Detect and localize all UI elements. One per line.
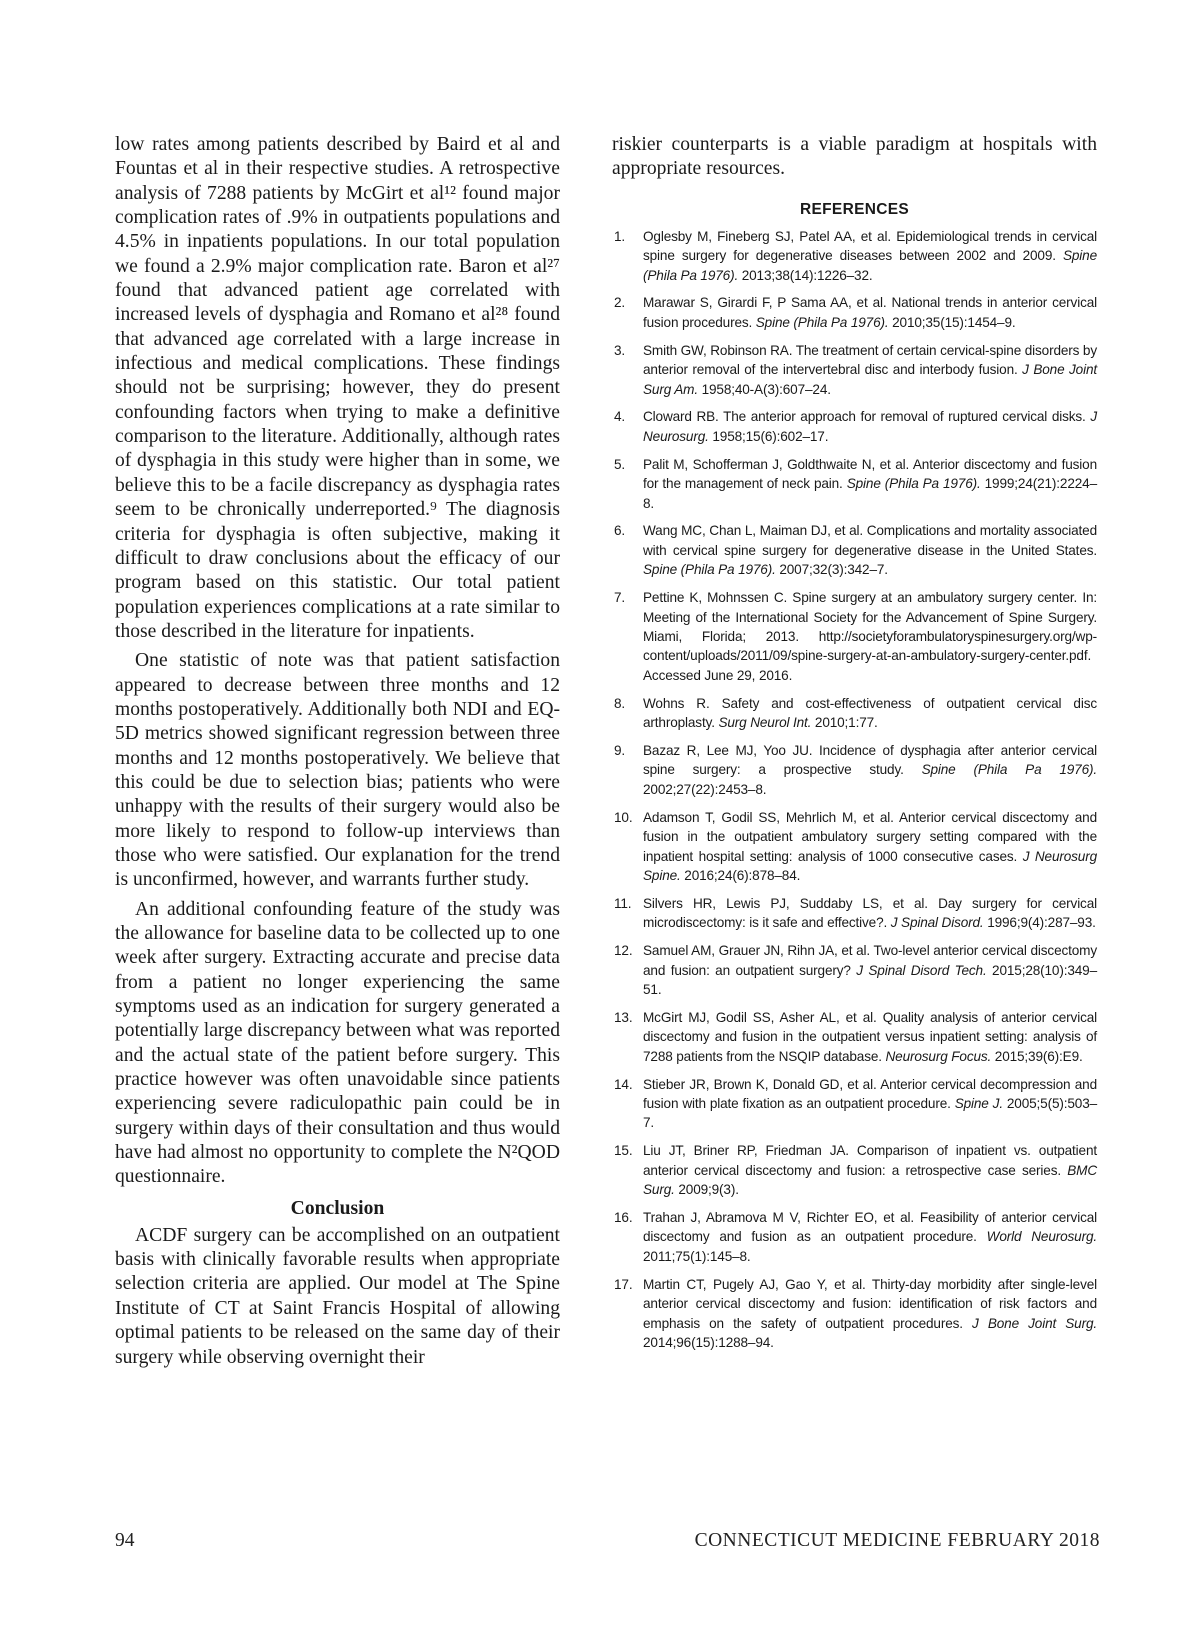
reference-citation: 2002;27(22):2453–8. [643, 781, 767, 797]
reference-journal: J Bone Joint Surg Am. [643, 362, 1097, 397]
reference-number: 1. [614, 228, 626, 244]
reference-item [612, 694, 1097, 733]
reference-item [612, 741, 1097, 799]
reference-number: 5. [614, 456, 626, 472]
reference-citation: 1958;15(6):602–17. [708, 428, 829, 444]
reference-item [612, 894, 1097, 933]
reference-text: Liu JT, Briner RP, Friedman JA. Comparison of inpatient vs. outpatient anterior cervical discectomy and fusion: a retrospective case series. [643, 1143, 1097, 1178]
reference-citation: 2010;1:77. [811, 715, 878, 731]
reference-number: 7. [614, 590, 626, 606]
reference-text: Silvers HR, Lewis PJ, Suddaby LS, et al. Day surgery for cervical microdiscectomy: is it safe and effective?. [643, 895, 1097, 931]
reference-journal: J Bone Joint Surg. [972, 1315, 1097, 1331]
reference-number: 15. [614, 1143, 633, 1159]
reference-journal: Spine J. [954, 1096, 1003, 1112]
reference-text: Oglesby M, Fineberg SJ, Patel AA, et al. Epidemiological trends in cervical spine surgery for degenerative diseases between 2002 and 2009. [643, 228, 1097, 264]
reference-text: Wohns R. Safety and cost-effectiveness of outpatient cervical disc arthroplasty. [643, 695, 1097, 731]
reference-text: Stieber JR, Brown K, Donald GD, et al. Anterior cervical decompression and fusion with plate fixation as an outpatient procedure. [643, 1076, 1097, 1112]
reference-number: 11. [614, 895, 632, 911]
reference-text: Smith GW, Robinson RA. The treatment of certain cervical-spine disorders by anterior removal of the intervertebral disc and interbody fusion. [643, 342, 1097, 378]
references-heading: REFERENCES [800, 200, 909, 218]
reference-number: 17. [614, 1276, 633, 1292]
reference-item [612, 1208, 1097, 1266]
reference-number: 9. [614, 743, 626, 759]
conclusion-paragraph: ACDF surgery can be accomplished on an outpatient basis with clinically favorable results when appropriate selection criteria are applied. Our model at The Spine Institute of CT at Saint Francis Hospital of allowing optimal patients to be released on the same day of their surgery while observing overnight their [115, 1224, 560, 1368]
reference-citation: 2013;38(14):1226–32. [738, 267, 873, 283]
reference-journal: Spine (Phila Pa 1976). [921, 762, 1097, 778]
page-number: 94 [115, 1530, 135, 1551]
reference-citation: 1999;24(21):2224–8. [643, 476, 1097, 511]
reference-text: Martin CT, Pugely AJ, Gao Y, et al. Thirty-day morbidity after single-level anterior cervical discectomy and fusion: identification of risk factors and emphasis on the safety of outpatient procedures. [643, 1276, 1097, 1331]
reference-item [612, 1008, 1097, 1066]
reference-text: McGirt MJ, Godil SS, Asher AL, et al. Quality analysis of anterior cervical discectomy and fusion in the outpatient versus inpatient setting: analysis of 7288 patients from the NSQIP database. [643, 1009, 1097, 1064]
reference-journal: Spine (Phila Pa 1976). [643, 562, 776, 578]
body-paragraph-2: One statistic of note was that patient satisfaction appeared to decrease between three months and 12 months postoperatively. Additionally both NDI and EQ-5D metrics showed significant regression between three months and 12 months postoperatively. We believe that this could be due to selection bias; patients who were unhappy with the results of their surgery would also be more likely to respond to follow-up interviews than those who were satisfied. Our explanation for the trend is unconfirmed, however, and warrants further study. [115, 650, 560, 891]
reference-citation: 2014;96(15):1288–94. [643, 1335, 774, 1350]
body-paragraph-3: An additional confounding feature of the study was the allowance for baseline data to be collected up to one week after surgery. Extracting accurate and precise data from a patient no longer experiencing the same symptoms used as an indication for surgery generated a potentially large discrepancy between what was reported and the actual state of the patient before surgery. This practice however was often unavoidable since patients experiencing severe radiculopathic pain could be in surgery within days of their consultation and thus would have had almost no opportunity to complete the N²QOD questionnaire. [115, 898, 560, 1188]
reference-number: 10. [614, 809, 633, 825]
reference-citation: 2015;28(10):349–51. [643, 962, 1097, 997]
conclusion-heading: Conclusion [290, 1197, 385, 1219]
reference-number: 8. [614, 695, 626, 711]
reference-item [612, 808, 1097, 886]
reference-number: 12. [614, 943, 633, 959]
reference-text: Cloward RB. The anterior approach for removal of ruptured cervical disks. [643, 409, 1091, 425]
reference-item [612, 1141, 1097, 1199]
reference-text: Bazaz R, Lee MJ, Yoo JU. Incidence of dysphagia after anterior cervical spine surgery: a prospective study. [643, 743, 1097, 778]
reference-item [612, 521, 1097, 579]
reference-journal: J Spinal Disord. [890, 915, 984, 931]
reference-item [612, 341, 1097, 399]
reference-number: 4. [614, 409, 626, 425]
reference-citation: 2009;9(3). [674, 1182, 739, 1198]
reference-citation: 2011;75(1):145–8. [643, 1248, 751, 1264]
reference-item [612, 407, 1097, 446]
reference-journal: J Spinal Disord Tech. [856, 962, 987, 978]
reference-item [612, 227, 1097, 285]
reference-number: 14. [614, 1076, 633, 1092]
reference-citation: 1996;9(4):287–93. [983, 915, 1096, 931]
reference-text: Trahan J, Abramova M V, Richter EO, et al. Feasibility of anterior cervical discectomy and fusion as an outpatient procedure. [643, 1210, 1097, 1245]
reference-citation: 1958;40-A(3):607–24. [697, 381, 831, 397]
reference-text: Samuel AM, Grauer JN, Rihn JA, et al. Two-level anterior cervical discectomy and fusion: an outpatient surgery? [643, 943, 1097, 978]
reference-journal: J Neurosurg. [643, 409, 1097, 444]
reference-citation: 2016;24(6):878–84. [680, 867, 801, 883]
reference-journal: Spine (Phila Pa 1976). [755, 314, 889, 330]
body-paragraph-1: low rates among patients described by Baird et al and Fountas et al in their respective studies. A retrospective analysis of 7288 patients by McGirt et al¹² found major complication rates of .9% in outpatients populations and 4.5% in inpatients populations. In our total population we found a 2.9% major complication rate. Baron et al²⁷ found that advanced patient age correlated with increased levels of dysphagia and Romano et al²⁸ found that advanced age correlated with a large increase in infectious and medical complications. These findings should not be surprising; however, they do present confounding factors when trying to make a definitive comparison to the literature. Additionally, although rates of dysphagia in this study were higher than in some, we believe this to be a facile discrepancy as dysphagia rates seem to be chronically underreported.⁹ The diagnosis criteria for dysphagia is often subjective, making it difficult to draw conclusions about the efficacy of our program based on this statistic. Our total patient population experiences complications at a rate similar to those described in the literature for inpatients. [115, 134, 560, 642]
reference-journal: Spine (Phila Pa 1976). [846, 476, 981, 492]
reference-number: 16. [614, 1210, 633, 1226]
continuation-paragraph: riskier counterparts is a viable paradigm at hospitals with appropriate resources. [612, 134, 1097, 180]
reference-citation: 2015;39(6):E9. [991, 1048, 1083, 1064]
reference-number: 13. [614, 1009, 633, 1025]
reference-text: Marawar S, Girardi F, P Sama AA, et al. National trends in anterior cervical fusion procedures. [643, 295, 1097, 330]
reference-journal: World Neurosurg. [986, 1229, 1098, 1245]
reference-item [612, 455, 1097, 513]
references-list [612, 227, 1097, 1353]
reference-item [612, 588, 1097, 685]
reference-item [612, 941, 1097, 999]
reference-item [612, 1275, 1097, 1353]
reference-item [612, 293, 1097, 332]
reference-number: 3. [614, 342, 626, 358]
reference-text: Wang MC, Chan L, Maiman DJ, et al. Complications and mortality associated with cervical spine surgery for degenerative disease in the United States. [643, 523, 1097, 558]
reference-item [612, 1075, 1097, 1133]
reference-text: Pettine K, Mohnssen C. Spine surgery at an ambulatory surgery center. In: Meeting of the International Society for the Advancement of Spine Surgery. Miami, Florida; 2013. http://societyforambulatoryspinesurgery.org/wp-content/uploads/2011/09/spine-surgery-at-an-ambulatory-surgery-center.pdf. Accessed June 29, 2016. [643, 590, 1097, 683]
reference-number: 6. [614, 523, 626, 539]
reference-citation: 2010;35(15):1454–9. [888, 314, 1016, 330]
reference-text: Palit M, Schofferman J, Goldthwaite N, et al. Anterior discectomy and fusion for the management of neck pain. [643, 456, 1097, 492]
reference-citation: 2005;5(5):503–7. [643, 1096, 1098, 1131]
left-column [115, 133, 560, 1370]
journal-footer: CONNECTICUT MEDICINE FEBRUARY 2018 [694, 1530, 1100, 1551]
reference-journal: BMC Surg. [643, 1162, 1097, 1198]
reference-journal: Surg Neurol Int. [718, 715, 812, 731]
reference-journal: Neurosurg Focus. [885, 1048, 992, 1064]
reference-citation: 2007;32(3):342–7. [775, 562, 888, 578]
reference-text: Adamson T, Godil SS, Mehrlich M, et al. Anterior cervical discectomy and fusion in the outpatient ambulatory surgery setting compared with the inpatient hospital setting: analysis of 1000 consecutive cases. [643, 809, 1097, 864]
reference-journal: J Neurosurg Spine. [643, 848, 1097, 883]
reference-number: 2. [614, 295, 626, 311]
right-column [612, 133, 1097, 1361]
reference-journal: Spine (Phila Pa 1976). [643, 248, 1097, 283]
